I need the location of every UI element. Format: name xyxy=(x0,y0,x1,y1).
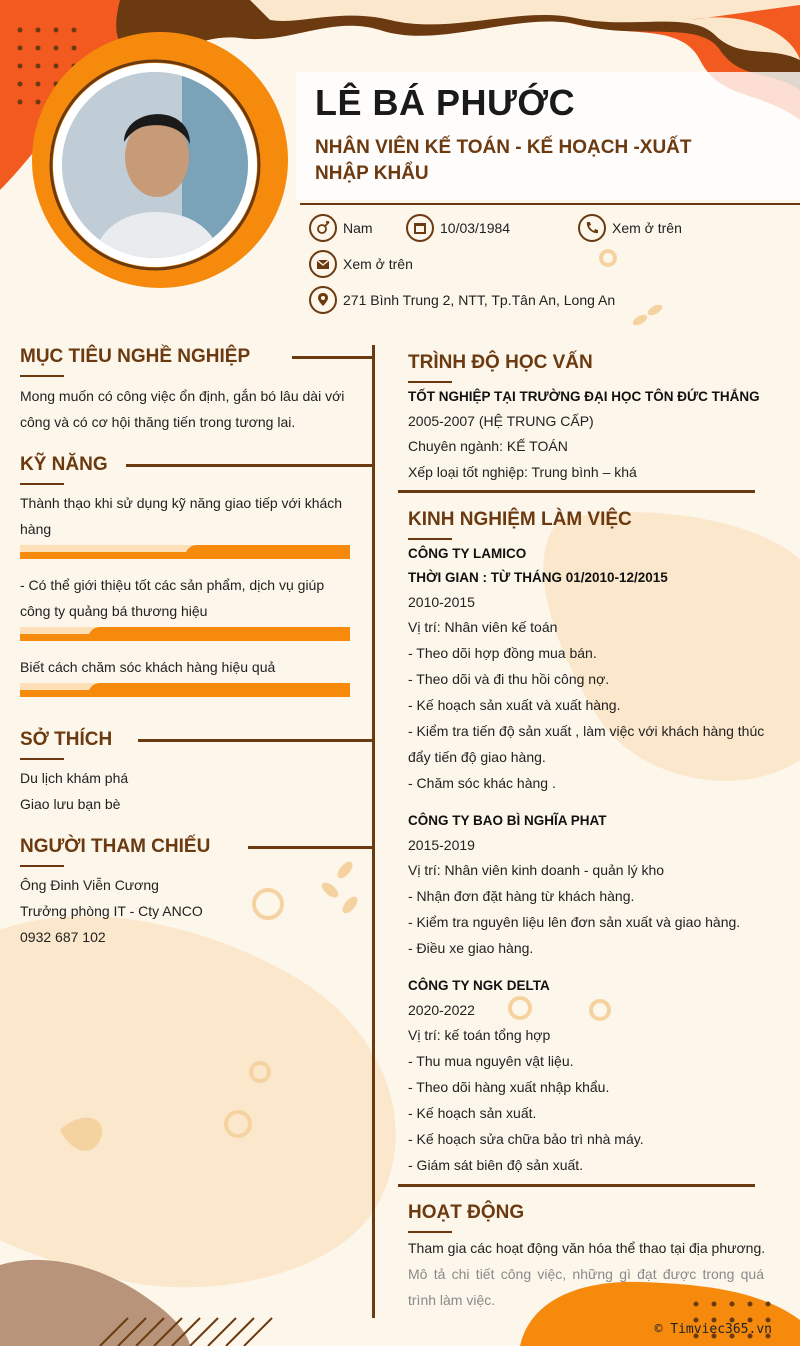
job-line: - Giám sát biên độ sản xuất. xyxy=(408,1157,584,1173)
job-title: NHÂN VIÊN KẾ TOÁN - KẾ HOẠCH -XUẤT NHẬP KHẨU xyxy=(315,137,692,184)
objective-heading-underline xyxy=(20,375,64,377)
experience-heading: KINH NGHIỆM LÀM VIỆC xyxy=(408,509,632,530)
job-line: - Chăm sóc khác hàng . xyxy=(408,775,556,791)
candidate-name: LÊ BÁ PHƯỚC xyxy=(315,82,576,123)
address-info xyxy=(309,286,615,314)
education-line: Xếp loại tốt nghiệp: Trung bình – khá xyxy=(408,464,637,480)
job-line: 2015-2019 xyxy=(408,837,475,853)
activities-text: Tham gia các hoạt động văn hóa thể thao tại địa phương. xyxy=(408,1240,766,1256)
skills-connector xyxy=(126,464,372,467)
gender-icon xyxy=(309,214,337,242)
job-line: - Nhận đơn đặt hàng từ khách hàng. xyxy=(408,888,635,904)
references-heading: NGƯỜI THAM CHIẾU xyxy=(20,836,211,857)
education-line: 2005-2007 (HỆ TRUNG CẤP) xyxy=(408,413,594,429)
job-line: 2010-2015 xyxy=(408,594,475,610)
job-line: - Kế hoạch sản xuất. xyxy=(408,1105,537,1121)
education-line: Chuyên ngành: KẾ TOÁN xyxy=(408,438,568,454)
objective-text: Mong muốn có công việc ổn định, gắn bó lâu dài với công và có cơ hội thăng tiến trong tương lai. xyxy=(20,388,345,430)
activities-placeholder: Mô tả chi tiết công việc, những gì đạt được trong quá trình làm việc. xyxy=(408,1266,764,1308)
hobbies-heading-underline xyxy=(20,758,64,760)
skill-item: - Có thể giới thiệu tốt các sản phẩm, dịch vụ giúp công ty quảng bá thương hiệu xyxy=(20,577,325,619)
skill-bar-overlay xyxy=(88,627,350,641)
skills-heading-underline xyxy=(20,483,64,485)
reference-item: Ông Đinh Viễn Cương xyxy=(20,877,159,893)
gender-value: Nam xyxy=(343,220,373,236)
phone-value: Xem ở trên xyxy=(612,220,682,236)
job-line: - Thu mua nguyên vật liệu. xyxy=(408,1053,574,1069)
phone-icon xyxy=(578,214,606,242)
skill-bar-overlay xyxy=(88,683,350,697)
objective-heading: MỤC TIÊU NGHỀ NGHIỆP xyxy=(20,346,251,367)
hobby-item: Du lịch khám phá xyxy=(20,770,129,786)
experience-divider xyxy=(398,1184,755,1187)
job-line: - Kiểm tra tiến độ sản xuất , làm việc với khách hàng thúc đẩy tiến độ giao hàng. xyxy=(408,723,765,765)
objective-connector xyxy=(292,356,372,359)
references-heading-underline xyxy=(20,865,64,867)
address-value: 271 Bình Trung 2, NTT, Tp.Tân An, Long An xyxy=(343,292,616,308)
job-line: - Theo dõi hợp đồng mua bán. xyxy=(408,645,597,661)
job-line: - Kế hoạch sửa chữa bảo trì nhà máy. xyxy=(408,1131,644,1147)
activities-heading-underline xyxy=(408,1231,452,1233)
job-company: CÔNG TY NGK DELTA xyxy=(408,978,550,993)
email-icon xyxy=(309,250,337,278)
column-divider xyxy=(372,345,375,1318)
skills-heading: KỸ NĂNG xyxy=(20,454,108,475)
avatar xyxy=(62,72,248,258)
calendar-icon xyxy=(406,214,434,242)
job-line: Vị trí: kế toán tổng hợp xyxy=(408,1027,551,1043)
job-period-title: THỜI GIAN : TỪ THÁNG 01/2010-12/2015 xyxy=(408,570,668,585)
birthday-info xyxy=(406,214,510,242)
gender-info xyxy=(309,214,373,242)
job-line: 2020-2022 xyxy=(408,1002,475,1018)
skill-bar-overlay xyxy=(185,545,350,559)
hobbies-heading: SỞ THÍCH xyxy=(20,729,113,750)
skill-item: Biết cách chăm sóc khách hàng hiệu quả xyxy=(20,659,276,675)
hobby-item: Giao lưu bạn bè xyxy=(20,796,121,812)
job-line: - Kế hoạch sản xuất và xuất hàng. xyxy=(408,697,621,713)
experience-heading-underline xyxy=(408,538,452,540)
email-info xyxy=(309,250,413,278)
location-pin-icon xyxy=(309,286,337,314)
education-school: TỐT NGHIỆP TẠI TRƯỜNG ĐẠI HỌC TÔN ĐỨC THẮNG xyxy=(408,389,760,404)
job-line: - Theo dõi hàng xuất nhập khẩu. xyxy=(408,1079,610,1095)
avatar-photo xyxy=(62,72,248,258)
email-value: Xem ở trên xyxy=(343,256,413,272)
job-company: CÔNG TY LAMICO xyxy=(408,546,527,561)
references-connector xyxy=(248,846,372,849)
reference-item: 0932 687 102 xyxy=(20,929,106,945)
job-line: Vị trí: Nhân viên kế toán xyxy=(408,619,558,635)
phone-info xyxy=(578,214,682,242)
footer-copyright: © Timviec365.vn xyxy=(654,1322,772,1337)
birthday-value: 10/03/1984 xyxy=(440,220,511,236)
job-line: - Điều xe giao hàng. xyxy=(408,940,534,956)
job-line: - Kiểm tra nguyên liệu lên đơn sản xuất và giao hàng. xyxy=(408,914,741,930)
education-heading-underline xyxy=(408,381,452,383)
skill-item: Thành thạo khi sử dụng kỹ năng giao tiếp với khách hàng xyxy=(20,495,343,537)
activities-heading: HOẠT ĐỘNG xyxy=(408,1202,525,1223)
reference-item: Trưởng phòng IT - Cty ANCO xyxy=(20,903,203,919)
job-line: Vị trí: Nhân viên kinh doanh - quản lý kho xyxy=(408,862,665,878)
education-divider xyxy=(398,490,755,493)
education-heading: TRÌNH ĐỘ HỌC VẤN xyxy=(408,352,593,373)
job-line: - Theo dõi và đi thu hồi công nợ. xyxy=(408,671,610,687)
hobbies-connector xyxy=(138,739,372,742)
job-company: CÔNG TY BAO BÌ NGHĨA PHAT xyxy=(408,813,607,828)
